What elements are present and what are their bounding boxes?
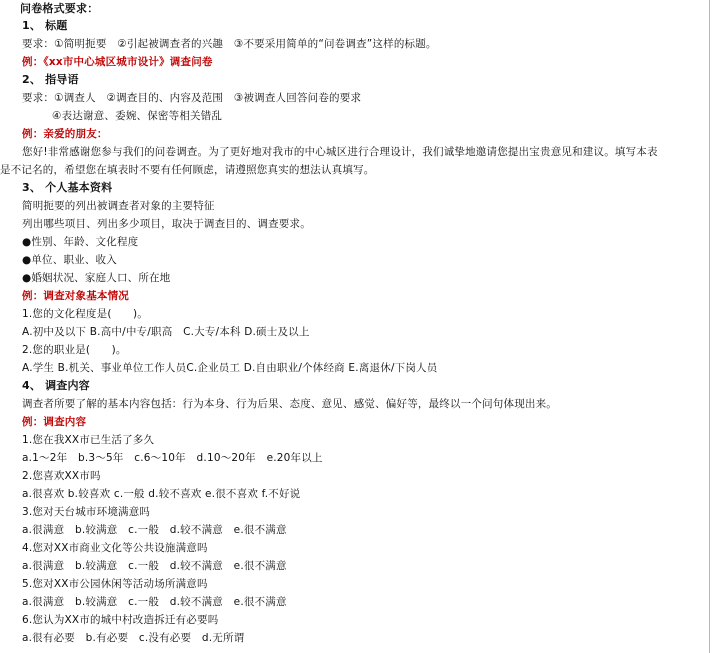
doc-title: 问卷格式要求：: [20, 2, 99, 15]
text-line: 要求：①简明扼要 ②引起被调查者的兴趣 ③不要采用简单的“问卷调查”这样的标题。: [22, 38, 437, 50]
question-line: 2.您喜欢XX市吗: [22, 470, 101, 482]
options-line: a.1～2年 b.3～5年 c.6～10年 d.10～20年 e.20年以上: [22, 452, 323, 464]
options-line: a.很满意 b.较满意 c.一般 d.较不满意 e.很不满意: [22, 524, 287, 536]
question-line: 4.您对XX市商业文化等公共设施满意吗: [22, 542, 208, 554]
options-line: A.学生 B.机关、事业单位工作人员C.企业员工 D.自由职业/个体经商 E.离退休/下岗人员: [22, 362, 438, 374]
options-line: a.很喜欢 b.较喜欢 c.一般 d.较不喜欢 e.很不喜欢 f.不好说: [22, 488, 301, 500]
example-line: 例：《xx市中心城区城市设计》调查问卷: [22, 56, 213, 68]
question-line: 5.您对XX市公园休闲等活动场所满意吗: [22, 578, 208, 590]
text-line: 列出哪些项目、列出多少项目，取决于调查目的、调查要求。: [22, 218, 311, 230]
example-line: 例：调查内容: [22, 416, 87, 428]
text-line: 要求：①调查人 ②调查目的、内容及范围 ③被调查人回答问卷的要求: [22, 92, 362, 104]
question-line: 3.您对天台城市环境满意吗: [22, 506, 151, 518]
question-line: 1.您在我XX市已生活了多久: [22, 434, 155, 446]
options-line: a.很满意 b.较满意 c.一般 d.较不满意 e.很不满意: [22, 596, 287, 608]
options-line: A.初中及以下 B.高中/中专/职高 C.大专/本科 D.硕士及以上: [22, 326, 310, 338]
question-line: 6.您认为XX市的城中村改造拆迁有必要吗: [22, 614, 219, 626]
page-right-border: [709, 0, 710, 653]
bullet-item: ●性别、年龄、文化程度: [22, 236, 139, 248]
section-heading-4: 4、 调查内容: [22, 379, 90, 392]
text-line: 调查者所要了解的基本内容包括：行为本身、行为后果、态度、意见、感觉、偏好等，最终以一个问句体现出来。: [22, 398, 557, 410]
question-line: 2.您的职业是( )。: [22, 344, 127, 356]
section-heading-3: 3、 个人基本资料: [22, 181, 113, 194]
example-line: 例：亲爱的朋友：: [22, 128, 108, 140]
text-line: 是不记名的，希望您在填表时不要有任何顾虑，请遵照您真实的想法认真填写。: [0, 164, 375, 176]
bullet-item: ●单位、职业、收入: [22, 254, 117, 266]
text-line: 简明扼要的列出被调查者对象的主要特征: [22, 200, 215, 212]
bullet-item: ●婚姻状况、家庭人口、所在地: [22, 272, 171, 284]
section-heading-2: 2、 指导语: [22, 73, 79, 86]
options-line: a.很有必要 b.有必要 c.没有必要 d.无所谓: [22, 632, 245, 644]
text-line: ④表达谢意、委婉、保密等相关错乱: [52, 110, 223, 122]
example-line: 例：调查对象基本情况: [22, 290, 129, 302]
options-line: a.很满意 b.较满意 c.一般 d.较不满意 e.很不满意: [22, 560, 287, 572]
question-line: 1.您的文化程度是( )。: [22, 308, 149, 320]
text-line: 您好!非常感谢您参与我们的问卷调查。为了更好地对我市的中心城区进行合理设计，我们诚挚地邀请您提出宝贵意见和建议。填写本表: [22, 146, 658, 158]
section-heading-1: 1、 标题: [22, 19, 68, 32]
